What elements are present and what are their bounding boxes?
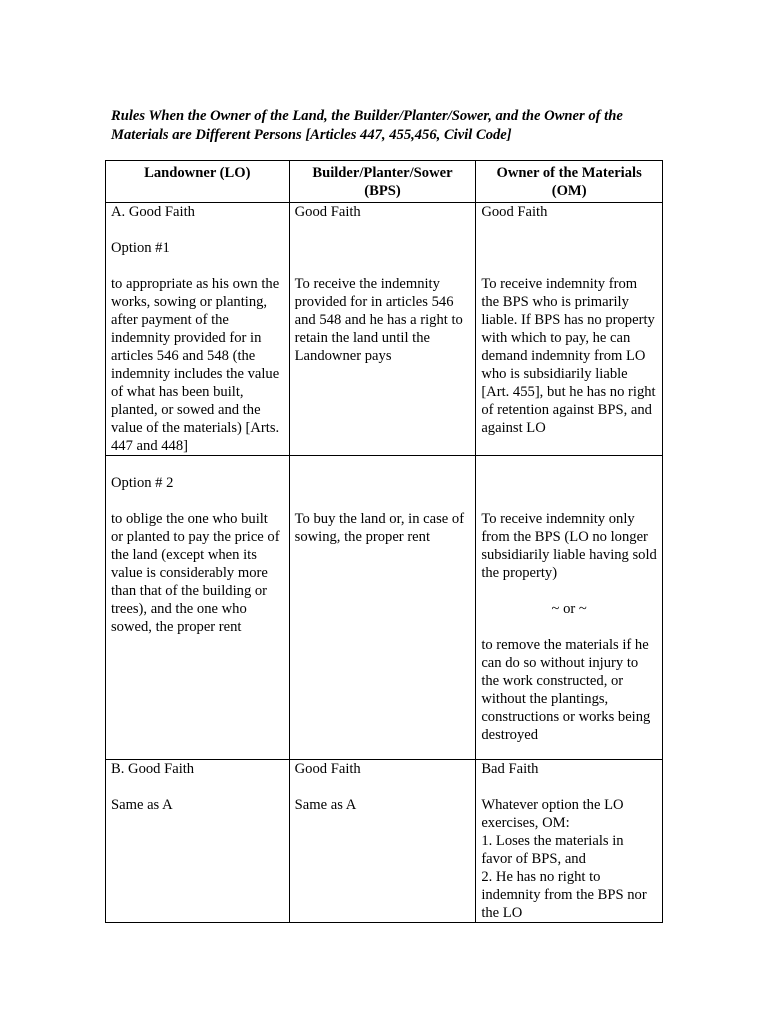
option2-bps-text: To buy the land or, in case of sowing, the proper rent <box>294 511 465 545</box>
row-a-lo-faith: A. Good Faith <box>111 204 195 220</box>
document-title: Rules When the Owner of the Land, the Builder/Planter/Sower, and the Owner of the Materials are Different Persons [Articles 447, 455,456, Civil Code] <box>111 108 623 143</box>
row-b-lo-faith: B. Good Faith <box>111 761 195 777</box>
row-b-om-faith: Bad Faith <box>481 761 539 777</box>
option1-lo-text: to appropriate as his own the works, sowing or planting, after payment of the indemnity provided for in articles 546 and 548 (the indemnity includes the value of what has been built, planted, or sowed and the value of the materials) [Arts. 447 and 448] <box>111 276 280 454</box>
row-b-om <box>476 760 663 923</box>
option1-bps-text: To receive the indemnity provided for in articles 546 and 548 and he has a right to retain the land until the Landowner pays <box>294 276 463 364</box>
row-a-option2-lo <box>106 456 290 760</box>
option1-om-text: To receive indemnity from the BPS who is primarily liable. If BPS has no property with which to pay, he can demand indemnity from LO who is subsidiarily liable [Art. 455], but he has no right of retention against BPS, and against LO <box>481 276 656 436</box>
row-b-bps-text: Same as A <box>294 797 357 813</box>
rules-table <box>105 160 663 923</box>
table-row <box>106 456 663 760</box>
row-a-bps-faith: Good Faith <box>294 204 361 220</box>
row-b-lo-text: Same as A <box>111 797 173 813</box>
option2-or-separator: ~ or ~ <box>551 601 587 617</box>
row-b-om-intro: Whatever option the LO exercises, OM: <box>481 797 624 831</box>
option2-om-text-2: to remove the materials if he can do so without injury to the work constructed, or without the plantings, constructions or works being destroyed <box>481 637 651 743</box>
row-b-om-item-1: 1. Loses the materials in favor of BPS, and <box>481 833 624 867</box>
option1-label: Option #1 <box>111 240 170 256</box>
row-a-option1-bps <box>289 203 476 456</box>
header-om: Owner of the Materials (OM) <box>476 161 663 203</box>
option2-lo-text: to oblige the one who built or planted to pay the price of the land (except when its value is considerably more than that of the building or trees), and the one who sowed, the proper rent <box>111 511 280 635</box>
table-row <box>106 760 663 923</box>
row-a-om-faith: Good Faith <box>481 204 548 220</box>
table-row <box>106 203 663 456</box>
option2-om-text-1: To receive indemnity only from the BPS (LO no longer subsidiarily liable having sold the property) <box>481 511 657 581</box>
row-a-option2-om <box>476 456 663 760</box>
table-header-row <box>106 161 663 203</box>
row-a-option2-bps <box>289 456 476 760</box>
row-a-option1-lo <box>106 203 290 456</box>
row-a-option1-om <box>476 203 663 456</box>
header-bps: Builder/Planter/Sower (BPS) <box>289 161 476 203</box>
row-b-lo <box>106 760 290 923</box>
option2-label: Option # 2 <box>111 475 174 491</box>
row-b-om-item-2: 2. He has no right to indemnity from the BPS nor the LO <box>481 869 647 921</box>
header-landowner: Landowner (LO) <box>106 161 290 203</box>
row-b-bps-faith: Good Faith <box>294 761 361 777</box>
row-b-bps <box>289 760 476 923</box>
